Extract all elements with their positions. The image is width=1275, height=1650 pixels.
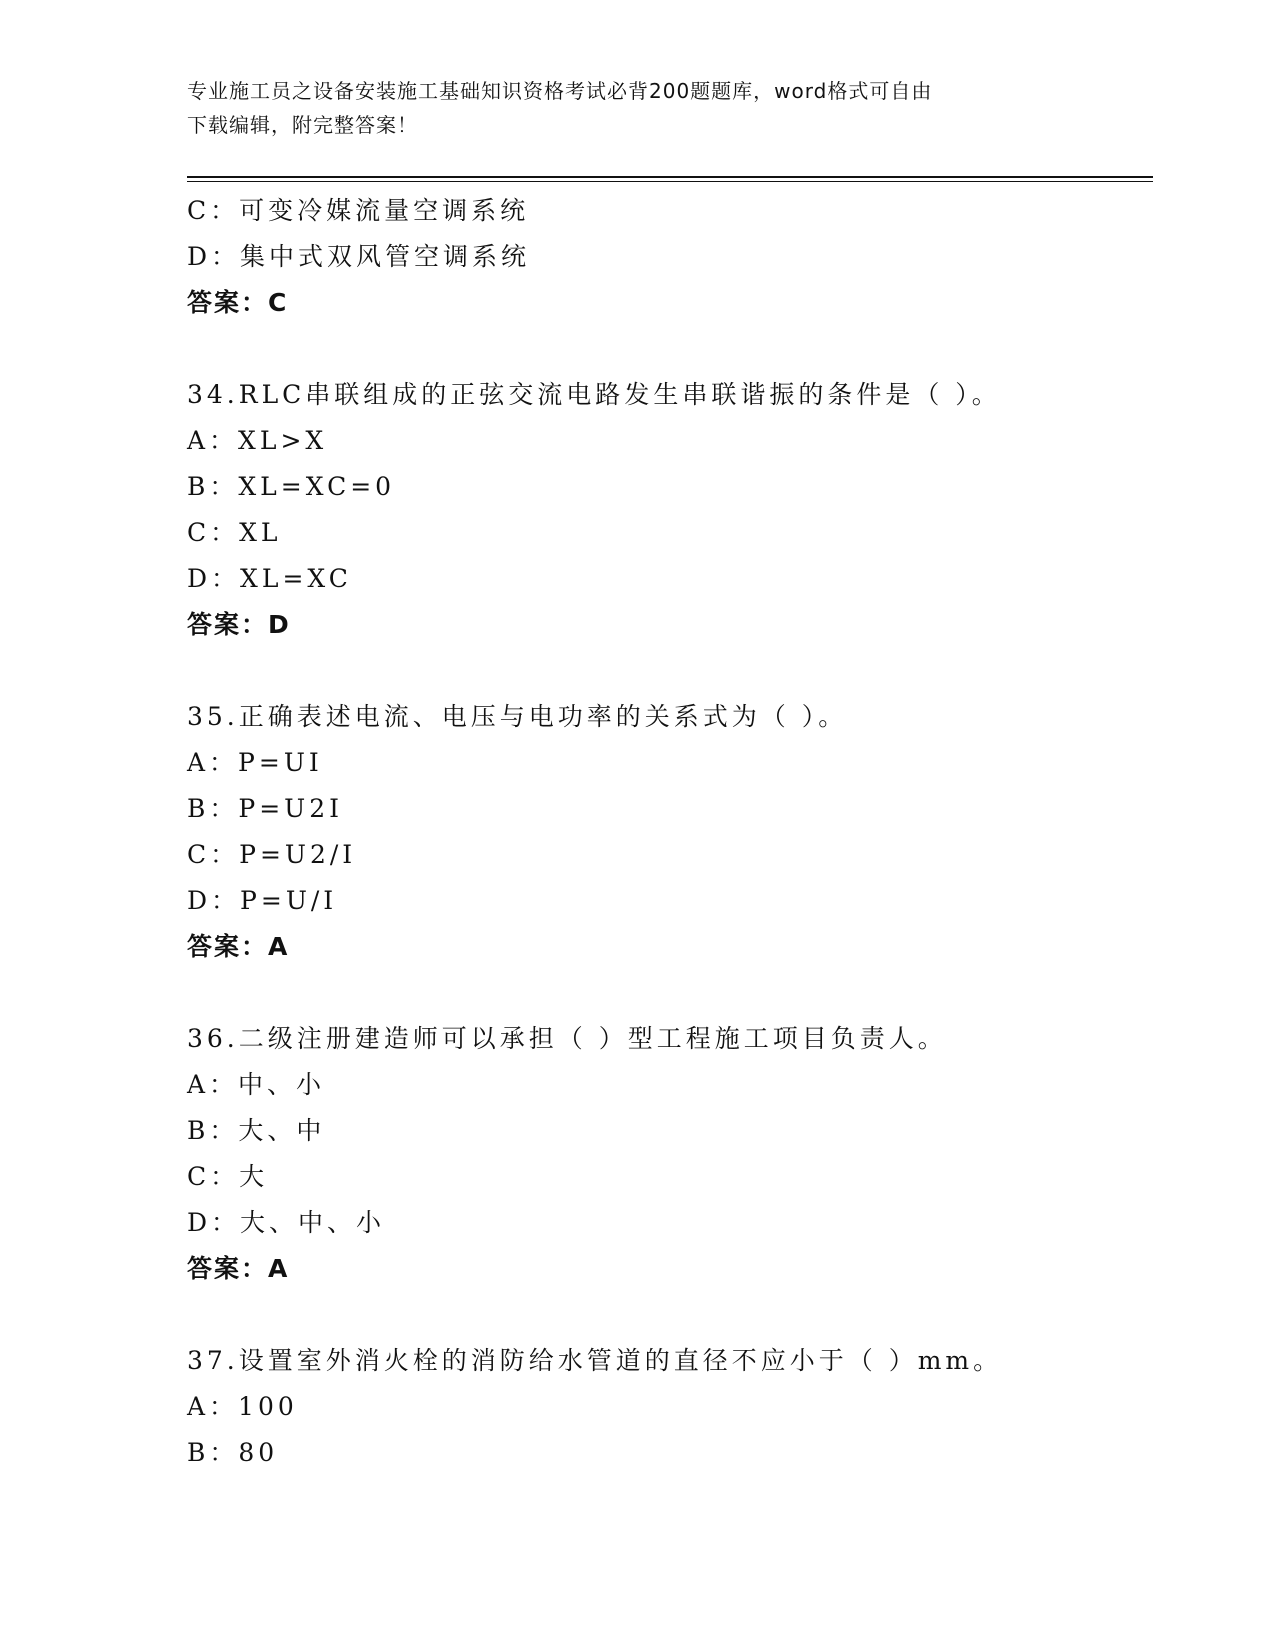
spacer	[187, 1292, 1153, 1338]
question-stem: 36.二级注册建造师可以承担（ ）型工程施工项目负责人。	[187, 1024, 947, 1053]
option-b: B：XL=XC=0	[187, 472, 396, 501]
answer-label: 答案：A	[187, 1254, 290, 1283]
spacer	[187, 648, 1153, 694]
option-d: D：P=U/I	[187, 886, 338, 915]
spacer	[187, 970, 1153, 1016]
option-c: C：大	[187, 1162, 269, 1191]
option-a: A：100	[187, 1392, 298, 1421]
question-35	[187, 694, 1153, 970]
option-b: B：80	[187, 1438, 279, 1467]
option-b: B：P=U2I	[187, 794, 343, 823]
header-divider-thin	[187, 181, 1153, 182]
option-c: C：XL	[187, 518, 282, 547]
option-d: D：大、中、小	[187, 1208, 386, 1237]
answer-label: 答案：C	[187, 288, 289, 317]
question-33-continued	[187, 188, 1153, 326]
option-a: A：中、小	[187, 1070, 326, 1099]
option-a: A：XL>X	[187, 426, 328, 455]
answer-label: 答案：A	[187, 932, 290, 961]
option-d: D：集中式双风管空调系统	[187, 242, 531, 271]
question-stem: 37.设置室外消火栓的消防给水管道的直径不应小于（ ）mm。	[187, 1346, 1003, 1375]
option-d: D：XL=XC	[187, 564, 352, 593]
question-37	[187, 1338, 1153, 1476]
question-list	[187, 188, 1153, 1476]
option-a: A：P=UI	[187, 748, 323, 777]
question-34	[187, 372, 1153, 648]
question-stem: 34.RLC串联组成的正弦交流电路发生串联谐振的条件是（ ）。	[187, 380, 1001, 409]
header-line-1: 专业施工员之设备安装施工基础知识资格考试必背200题题库，word格式可自由	[187, 79, 933, 103]
answer-label: 答案：D	[187, 610, 291, 639]
header-divider	[187, 176, 1153, 178]
question-36	[187, 1016, 1153, 1292]
option-c: C：可变冷媒流量空调系统	[187, 196, 530, 225]
spacer	[187, 326, 1153, 372]
header-line-2: 下载编辑，附完整答案！	[187, 113, 418, 137]
question-stem: 35.正确表述电流、电压与电功率的关系式为（ ）。	[187, 702, 848, 731]
option-b: B：大、中	[187, 1116, 326, 1145]
option-c: C：P=U2/I	[187, 840, 357, 869]
document-header	[187, 74, 1067, 142]
